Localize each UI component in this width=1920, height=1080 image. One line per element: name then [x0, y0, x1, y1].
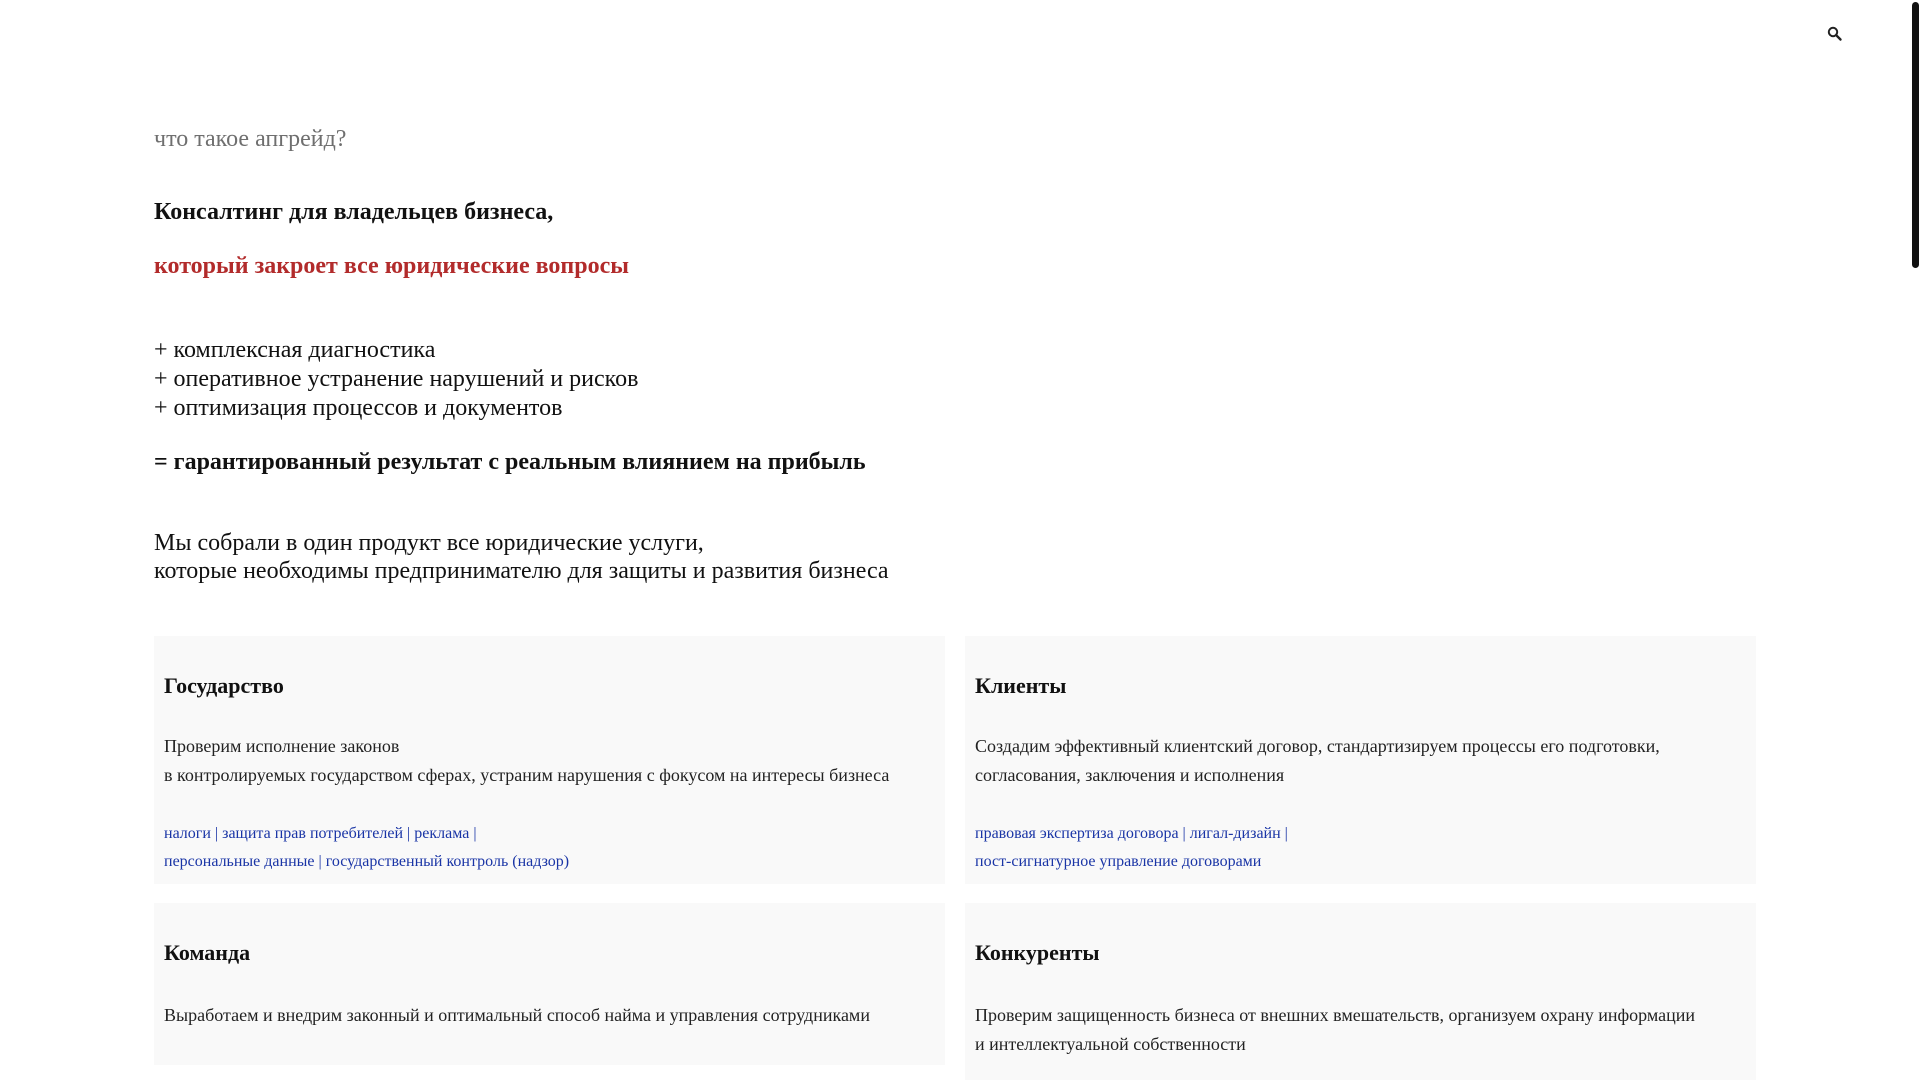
link-taxes[interactable]: налоги — [164, 825, 211, 842]
card-description — [975, 732, 1660, 790]
link-advertising[interactable]: реклама — [414, 825, 470, 842]
link-consumer-rights[interactable]: защита прав потребителей — [222, 825, 404, 842]
headline-accent: который закроет все юридические вопросы — [154, 253, 629, 279]
card-desc-line: и интеллектуальной собственности — [975, 1034, 1246, 1054]
card-description — [164, 1001, 870, 1030]
search-icon[interactable] — [1826, 25, 1844, 43]
benefits-list — [154, 336, 638, 423]
card-links: правовая экспертиза договора | лигал-дизайн | пост-сигнатурное управление договорами — [975, 825, 1288, 870]
headline-main: Консалтинг для владельцев бизнеса, — [154, 199, 554, 225]
result-statement: = гарантированный результат с реальным влиянием на прибыль — [154, 449, 866, 475]
card-desc-line: Проверим исполнение законов — [164, 736, 400, 756]
benefit-item: + оперативное устранение нарушений и рисков — [154, 366, 639, 392]
section-eyebrow: что такое апгрейд? — [154, 126, 347, 152]
card-state — [154, 636, 945, 884]
link-contract-review[interactable]: правовая экспертиза договора — [975, 825, 1179, 842]
card-links: налоги | защита прав потребителей | реклама | персональные данные | государственный контроль (надзор) — [164, 825, 570, 870]
link-post-signature[interactable]: пост-сигнатурное управление договорами — [975, 853, 1262, 870]
link-state-control[interactable]: государственный контроль (надзор) — [325, 853, 570, 870]
card-description — [975, 1001, 1695, 1059]
card-desc-line: Создадим эффективный клиентский договор, стандартизируем процессы его подготовки, — [975, 736, 1660, 756]
card-desc-line: Выработаем и внедрим законный и оптимальный способ найма и управления сотрудниками — [164, 1005, 870, 1025]
card-team — [154, 903, 945, 1065]
card-desc-line: Проверим защищенность бизнеса от внешних вмешательств, организуем охрану информации — [975, 1005, 1696, 1025]
intro-line: Мы собрали в один продукт все юридические услуги, — [154, 530, 704, 556]
link-legal-design[interactable]: лигал-дизайн — [1189, 825, 1281, 842]
link-personal-data[interactable]: персональные данные — [164, 853, 315, 870]
card-desc-line: согласования, заключения и исполнения — [975, 765, 1285, 785]
intro-line: которые необходимы предпринимателю для защиты и развития бизнеса — [154, 558, 889, 584]
card-title: Государство — [164, 673, 284, 698]
scrollbar-thumb[interactable] — [1912, 2, 1919, 268]
card-title: Команда — [164, 940, 251, 965]
benefit-item: + оптимизация процессов и документов — [154, 395, 563, 421]
card-description — [164, 732, 889, 790]
intro-text — [154, 529, 889, 585]
card-title: Конкуренты — [975, 940, 1100, 965]
card-title: Клиенты — [975, 673, 1067, 698]
card-desc-line: в контролируемых государством сферах, устраним нарушения с фокусом на интересы бизнеса — [164, 765, 890, 785]
card-competitors — [965, 903, 1756, 1080]
card-clients — [965, 636, 1756, 884]
benefit-item: + комплексная диагностика — [154, 337, 436, 363]
